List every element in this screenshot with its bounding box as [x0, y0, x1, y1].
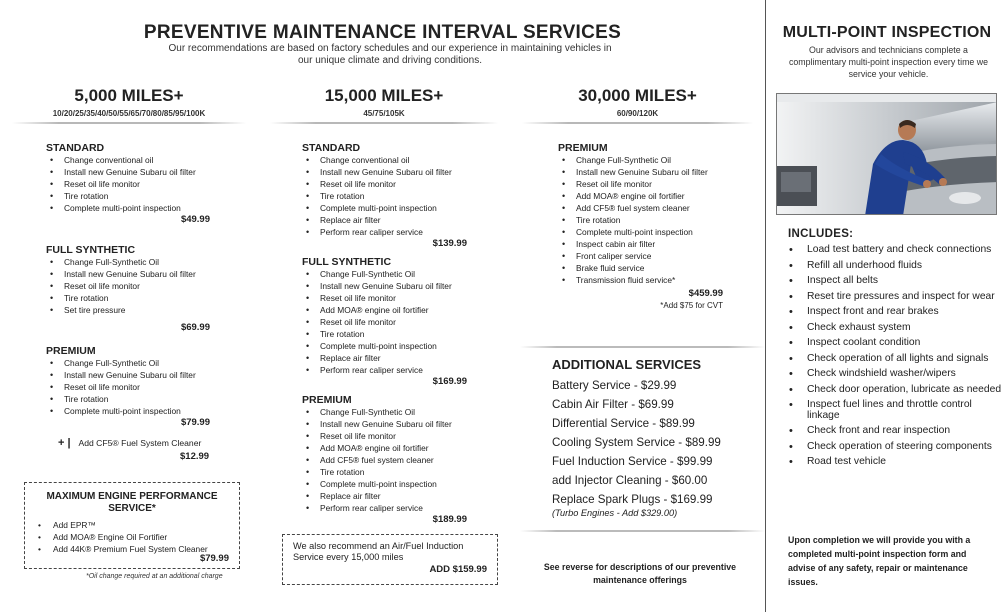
list-item: • Replace air filter — [302, 490, 467, 502]
multi-point-inspection-section — [766, 0, 1008, 612]
list-item: • Add 44K® Premium Fuel System Cleaner — [35, 543, 229, 555]
list-item: • Tire rotation — [558, 214, 723, 226]
induction-text: We also recommend an Air/Fuel Induction Service every 15,000 miles — [293, 541, 464, 562]
max-engine-performance-box — [24, 482, 240, 569]
list-item: • Replace air filter — [302, 352, 467, 364]
list-item: • Complete multi-point inspection — [302, 202, 467, 214]
list-item: • Change Full-Synthetic Oil — [302, 268, 467, 280]
list-item: • Add CF5® fuel system cleaner — [302, 454, 467, 466]
list-item: • Install new Genuine Subaru oil filter — [46, 166, 210, 178]
package-items — [46, 256, 210, 316]
list-item: • Reset oil life monitor — [302, 292, 467, 304]
cvt-note: *Add $75 for CVT — [660, 301, 723, 310]
list-item: • Reset tire pressures and inspect for wear — [788, 292, 1003, 303]
additional-services-title: ADDITIONAL SERVICES — [552, 357, 702, 372]
package-standard-5000 — [46, 142, 210, 226]
list-item: • Reset oil life monitor — [46, 280, 210, 292]
list-item: • Transmission fluid service* — [558, 274, 723, 286]
list-item: • Add MOA® engine oil fortifier — [302, 304, 467, 316]
list-item: • Complete multi-point inspection — [302, 340, 467, 352]
list-item: • Check front and rear inspection — [788, 426, 1003, 437]
technician-photo — [776, 93, 997, 215]
package-premium-15000 — [302, 394, 467, 526]
column-header — [510, 86, 765, 124]
divider — [522, 122, 753, 124]
list-item: • Perform rear caliper service — [302, 364, 467, 376]
list-item: • Perform rear caliper service — [302, 226, 467, 238]
list-item: Differential Service - $89.99 — [552, 417, 695, 430]
list-item: • Complete multi-point inspection — [46, 202, 210, 214]
package-items — [558, 154, 723, 286]
list-item: • Tire rotation — [46, 190, 210, 202]
package-price: $69.99 — [180, 322, 210, 333]
list-item: • Change Full-Synthetic Oil — [302, 406, 467, 418]
list-item: • Tire rotation — [46, 393, 210, 405]
miles-heading: 15,000 MILES+ — [324, 86, 444, 105]
list-item: • Install new Genuine Subaru oil filter — [46, 369, 210, 381]
interval-list: 45/75/105K — [363, 109, 405, 118]
includes-list — [788, 245, 1003, 473]
list-item: • Tire rotation — [302, 190, 467, 202]
list-item: • Add MOA® engine oil fortifier — [302, 442, 467, 454]
package-price: $49.99 — [180, 214, 210, 225]
package-title: FULL SYNTHETIC — [46, 244, 136, 256]
list-item: • Perform rear caliper service — [302, 502, 467, 514]
list-item: • Reset oil life monitor — [46, 178, 210, 190]
max-engine-price: $79.99 — [199, 553, 229, 564]
package-title: STANDARD — [302, 142, 361, 154]
package-premium-5000 — [46, 345, 210, 429]
list-item: • Add MOA® Engine Oil Fortifier — [35, 531, 229, 543]
package-price: $459.99 — [688, 288, 723, 299]
list-item: • Change Full-Synthetic Oil — [558, 154, 723, 166]
divider — [520, 346, 765, 348]
turbo-note: (Turbo Engines - Add $329.00) — [552, 508, 678, 518]
reverse-note: See reverse for descriptions of our preventive maintenance offerings — [543, 562, 737, 585]
package-items — [46, 357, 210, 417]
list-item: • Reset oil life monitor — [46, 381, 210, 393]
divider — [520, 530, 765, 532]
package-title: PREMIUM — [46, 345, 96, 357]
list-item: • Reset oil life monitor — [302, 178, 467, 190]
list-item: • Check windshield washer/wipers — [788, 369, 1003, 380]
list-item: add Injector Cleaning - $60.00 — [552, 474, 708, 487]
addon-fuel-cleaner — [58, 437, 201, 449]
list-item: • Brake fluid service — [558, 262, 723, 274]
column-header — [258, 86, 510, 124]
includes-title: INCLUDES: — [788, 228, 854, 240]
interval-list: 10/20/25/35/40/50/55/65/70/80/85/95/100K — [52, 109, 206, 118]
package-price: $139.99 — [432, 238, 467, 249]
oil-change-footnote: *Oil change required at an additional charge — [86, 573, 223, 580]
closing-statement: Upon completion we will provide you with a completed multi-point inspection form and advise of any safety, repair or maintenance issues. — [788, 535, 971, 587]
column-header — [0, 86, 258, 124]
list-item: • Tire rotation — [46, 292, 210, 304]
addon-price: $12.99 — [180, 451, 210, 462]
list-item: • Reset oil life monitor — [558, 178, 723, 190]
package-items — [46, 154, 210, 214]
list-item: • Install new Genuine Subaru oil filter — [302, 418, 467, 430]
package-price: $169.99 — [432, 376, 467, 387]
max-engine-items — [35, 519, 229, 555]
list-item: • Road test vehicle — [788, 457, 1003, 468]
page-title: PREVENTIVE MAINTENANCE INTERVAL SERVICES — [143, 22, 622, 43]
miles-heading: 5,000 MILES+ — [74, 86, 184, 105]
package-title: PREMIUM — [302, 394, 352, 406]
list-item: • Install new Genuine Subaru oil filter — [558, 166, 723, 178]
package-price: $79.99 — [180, 417, 210, 428]
list-item: • Inspect all belts — [788, 276, 1003, 287]
list-item: • Inspect cabin air filter — [558, 238, 723, 250]
interval-list: 60/90/120K — [616, 109, 659, 118]
package-premium-30000 — [558, 142, 723, 311]
mpi-title: MULTI-POINT INSPECTION — [782, 24, 992, 41]
list-item: • Change conventional oil — [302, 154, 467, 166]
list-item: • Reset oil life monitor — [302, 430, 467, 442]
list-item: Fuel Induction Service - $99.99 — [552, 455, 713, 468]
interval-column-5000 — [0, 86, 258, 124]
list-item: • Add CF5® fuel system cleaner — [558, 202, 723, 214]
list-item: • Change Full-Synthetic Oil — [46, 256, 210, 268]
plus-icon: + | — [58, 437, 71, 449]
package-items — [302, 154, 467, 238]
interval-column-30000 — [510, 86, 765, 124]
list-item: • Install new Genuine Subaru oil filter — [302, 280, 467, 292]
list-item: • Install new Genuine Subaru oil filter — [46, 268, 210, 280]
list-item: Cooling System Service - $89.99 — [552, 436, 721, 449]
list-item: • Front caliper service — [558, 250, 723, 262]
list-item: • Inspect fuel lines and throttle control linkage — [788, 400, 1003, 421]
package-full-synthetic-5000 — [46, 244, 210, 334]
list-item: • Complete multi-point inspection — [46, 405, 210, 417]
package-items — [302, 268, 467, 376]
list-item: • Install new Genuine Subaru oil filter — [302, 166, 467, 178]
mechanic-at-car-illustration — [777, 94, 997, 215]
divider — [270, 122, 498, 124]
list-item: Cabin Air Filter - $69.99 — [552, 398, 674, 411]
list-item: • Check operation of steering components — [788, 442, 1003, 453]
list-item: • Load test battery and check connections — [788, 245, 1003, 256]
list-item: • Check door operation, lubricate as needed — [788, 385, 1003, 396]
list-item: • Inspect front and rear brakes — [788, 307, 1003, 318]
list-item: • Tire rotation — [302, 328, 467, 340]
package-standard-15000 — [302, 142, 467, 250]
list-item: • Complete multi-point inspection — [302, 478, 467, 490]
induction-price: ADD $159.99 — [429, 564, 487, 575]
list-item: • Inspect coolant condition — [788, 338, 1003, 349]
list-item: • Add EPR™ — [35, 519, 229, 531]
divider — [12, 122, 246, 124]
list-item: • Set tire pressure — [46, 304, 210, 316]
list-item: • Change Full-Synthetic Oil — [46, 357, 210, 369]
mpi-intro: Our advisors and technicians complete a complimentary multi-point inspection every time we service your vehicle. — [789, 45, 988, 79]
package-price: $189.99 — [432, 514, 467, 525]
intro-text: Our recommendations are based on factory schedules and our experience in maintaining vehicles in our unique climate and driving conditions. — [168, 43, 612, 66]
miles-heading: 30,000 MILES+ — [578, 86, 697, 105]
package-title: FULL SYNTHETIC — [302, 256, 392, 268]
package-title: STANDARD — [46, 142, 105, 154]
additional-services-list — [552, 376, 721, 509]
list-item: Replace Spark Plugs - $169.99 — [552, 493, 713, 506]
package-title: PREMIUM — [558, 142, 608, 154]
interval-column-15000 — [258, 86, 510, 124]
induction-service-box — [282, 534, 498, 585]
package-items — [302, 406, 467, 514]
list-item: • Check operation of all lights and signals — [788, 354, 1003, 365]
list-item: • Complete multi-point inspection — [558, 226, 723, 238]
list-item: • Reset oil life monitor — [302, 316, 467, 328]
package-full-synthetic-15000 — [302, 256, 467, 388]
list-item: • Replace air filter — [302, 214, 467, 226]
list-item: • Add MOA® engine oil fortifier — [558, 190, 723, 202]
list-item: • Change conventional oil — [46, 154, 210, 166]
list-item: • Tire rotation — [302, 466, 467, 478]
list-item: • Refill all underhood fluids — [788, 261, 1003, 272]
list-item: Battery Service - $29.99 — [552, 379, 677, 392]
addon-label: Add CF5® Fuel System Cleaner — [78, 438, 202, 448]
list-item: • Check exhaust system — [788, 323, 1003, 334]
max-engine-title: MAXIMUM ENGINE PERFORMANCE SERVICE* — [46, 491, 218, 514]
